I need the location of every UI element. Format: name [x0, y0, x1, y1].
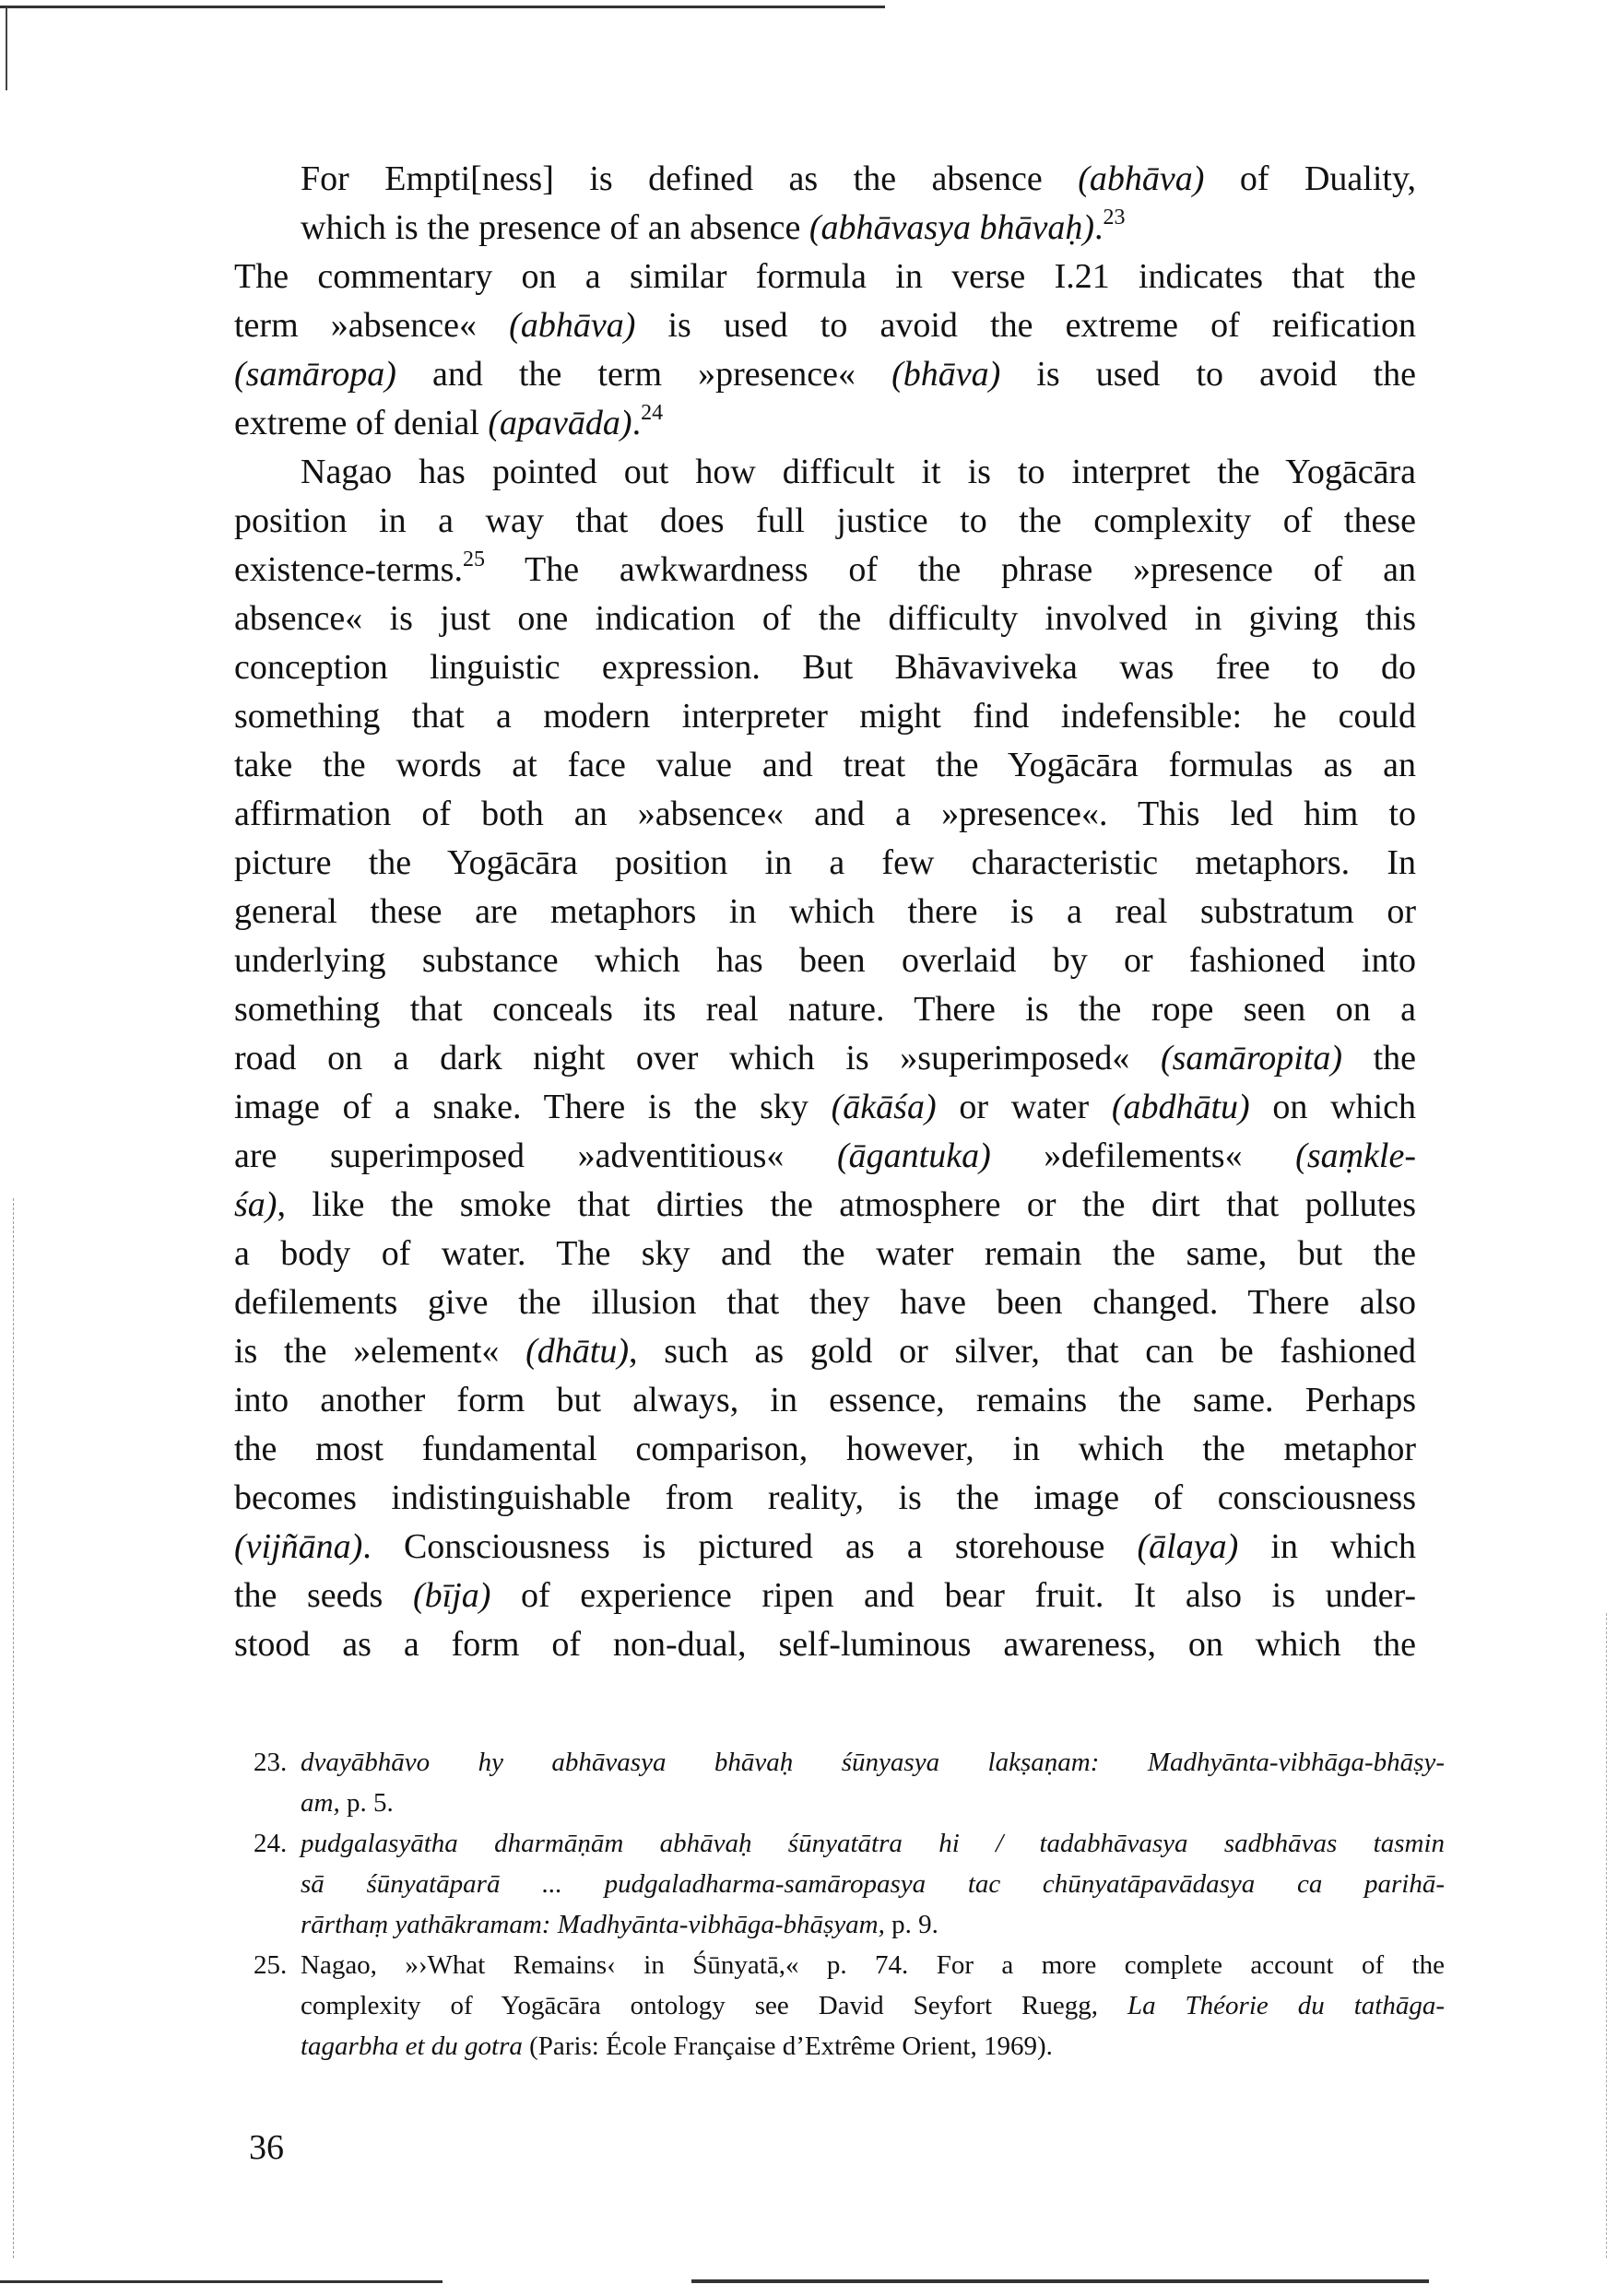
italic-term: (abhāva) — [1078, 159, 1205, 198]
text-run: or water — [936, 1088, 1112, 1126]
text-run: affirmation of both an »absence« and a »presence«. This led him to — [234, 795, 1416, 833]
text-run: term »absence« — [234, 306, 510, 345]
text-run: general these are metaphors in which there is a real substratum or — [234, 892, 1416, 931]
text-run: the most fundamental comparison, however, in which the metaphor — [234, 1430, 1416, 1468]
text-run: in which — [1238, 1527, 1416, 1566]
italic-term: (bīja) — [412, 1576, 491, 1615]
text-run: The awkwardness of the phrase »presence of an — [484, 550, 1416, 589]
italic-term: (dhātu) — [525, 1332, 629, 1371]
text-run: underlying substance which has been overlaid by or fashioned into — [234, 941, 1416, 980]
text-run: . Consciousness is pictured as a storehouse — [362, 1527, 1138, 1566]
scan-edge-left-dashed — [13, 1198, 15, 2258]
text-run: is used to avoid the extreme of reification — [635, 306, 1416, 345]
footnote-number: 24. — [254, 1829, 288, 1858]
text-run: complexity of Yogācāra ontology see David Seyfort Ruegg, — [301, 1991, 1127, 2020]
text-line — [234, 741, 1416, 790]
italic-term: dvayābhāvo hy abhāvasya bhāvaḥ śūnyasya lakṣaṇam: Madhyānta-vibhāga-bhāṣy- — [301, 1748, 1445, 1777]
text-line — [234, 1181, 1416, 1230]
italic-term: (abhāva) — [509, 306, 636, 345]
text-run: p. 9. — [884, 1910, 938, 1939]
italic-term: (apavāda) — [488, 404, 632, 442]
scan-edge-left — [6, 7, 7, 90]
text-run: take the words at face value and treat the Yogācāra formulas as an — [234, 746, 1416, 784]
text-run: and the term »presence« — [395, 355, 892, 394]
scan-edge-right-dashed — [1606, 1613, 1608, 2258]
italic-term: am, — [301, 1788, 340, 1818]
footnote-line — [254, 1904, 1445, 1945]
text-run: road on a dark night over which is »superimposed« — [234, 1039, 1161, 1077]
italic-term: sā śūnyatāparā ... pudgaladharma-samāropasya tac chūnyatāpavādasya ca parihā- — [301, 1869, 1445, 1899]
footnotes — [254, 1742, 1445, 2066]
text-line — [234, 1034, 1416, 1083]
italic-term: (ākāśa) — [831, 1088, 937, 1126]
footnote-line — [254, 1783, 1445, 1823]
text-line — [234, 1083, 1416, 1132]
text-line — [234, 253, 1416, 301]
text-run: the — [1342, 1039, 1416, 1077]
text-line — [234, 1376, 1416, 1425]
text-run: »defilements« — [990, 1136, 1296, 1175]
text-line — [234, 839, 1416, 888]
text-run: of experience ripen and bear fruit. It also is under- — [490, 1576, 1417, 1615]
italic-term: La Théorie du tathāga- — [1127, 1991, 1445, 2020]
text-run: position in a way that does full justice to the complexity of these — [234, 501, 1416, 540]
text-line — [234, 790, 1416, 839]
footnote-line — [254, 1823, 1445, 1864]
footnote-line — [254, 1864, 1445, 1904]
text-line — [234, 204, 1416, 253]
italic-term: (ālaya) — [1137, 1527, 1239, 1566]
italic-term: (abdhātu) — [1111, 1088, 1250, 1126]
text-run: (Paris: École Française d’Extrême Orient, 1969). — [522, 2031, 1053, 2061]
text-run: . — [631, 404, 642, 442]
text-line — [234, 1278, 1416, 1327]
text-line — [234, 692, 1416, 741]
footnote-ref: 24 — [641, 401, 664, 425]
text-run: which is the presence of an absence — [301, 208, 809, 247]
text-line — [234, 1132, 1416, 1181]
text-run: is used to avoid the — [1000, 355, 1416, 394]
text-run: a body of water. The sky and the water remain the same, but the — [234, 1234, 1416, 1273]
text-run: stood as a form of non-dual, self-luminous awareness, on which the — [234, 1625, 1416, 1664]
text-run: picture the Yogācāra position in a few characteristic metaphors. In — [234, 843, 1416, 882]
text-run: Nagao, »›What Remains‹ in Śūnyatā,« p. 74. For a more complete account of the — [301, 1950, 1445, 1980]
text-line — [234, 1572, 1416, 1620]
text-line — [234, 1230, 1416, 1278]
text-line — [234, 888, 1416, 936]
scan-edge-bottom-left — [0, 2280, 443, 2283]
italic-term: (abhāvasya bhāvaḥ) — [808, 208, 1095, 247]
text-run: becomes indistinguishable from reality, is the image of consciousness — [234, 1478, 1416, 1517]
text-run: image of a snake. There is the sky — [234, 1088, 832, 1126]
text-line — [234, 936, 1416, 985]
text-line — [234, 399, 1416, 448]
footnote-line — [254, 1985, 1445, 2026]
footnote-ref: 23 — [1103, 206, 1126, 230]
footnote-line — [254, 1945, 1445, 1985]
text-line — [234, 1523, 1416, 1572]
text-line — [234, 546, 1416, 595]
text-run: something that conceals its real nature. There is the rope seen on a — [234, 990, 1416, 1029]
text-run: p. 5. — [339, 1788, 394, 1818]
italic-term: śa) — [234, 1185, 277, 1224]
text-run: , like the smoke that dirties the atmosphere or the dirt that pollutes — [277, 1185, 1416, 1224]
text-run: defilements give the illusion that they have been changed. There also — [234, 1283, 1416, 1322]
text-line — [234, 1425, 1416, 1474]
page-number: 36 — [249, 2128, 284, 2167]
text-run: The commentary on a similar formula in verse I.21 indicates that the — [234, 257, 1416, 296]
italic-term: rārthaṃ yathākramam: Madhyānta-vibhāga-bhāṣyam, — [301, 1910, 885, 1939]
footnote-line — [254, 2026, 1445, 2066]
text-run: absence« is just one indication of the difficulty involved in giving this — [234, 599, 1416, 638]
text-run: existence-terms. — [234, 550, 463, 589]
text-line — [234, 1620, 1416, 1669]
text-run: on which — [1249, 1088, 1417, 1126]
text-line — [234, 350, 1416, 399]
text-line — [234, 497, 1416, 546]
text-line — [234, 985, 1416, 1034]
text-line — [234, 448, 1416, 497]
italic-term: (samāropita) — [1160, 1039, 1342, 1077]
text-line — [234, 301, 1416, 350]
footnote-line — [254, 1742, 1445, 1783]
text-run: conception linguistic expression. But Bhāvaviveka was free to do — [234, 648, 1416, 687]
scan-edge-top — [0, 6, 885, 8]
text-run: is the »element« — [234, 1332, 526, 1371]
italic-term: (saṃkle- — [1295, 1136, 1417, 1175]
footnote-ref: 25 — [462, 548, 485, 571]
footnote-number: 23. — [254, 1748, 288, 1777]
italic-term: pudgalasyātha dharmāṇām abhāvaḥ śūnyatātra hi / tadabhāvasya sadbhāvas tasmin — [301, 1829, 1445, 1858]
text-line — [234, 1327, 1416, 1376]
scan-edge-bottom-right — [691, 2279, 1429, 2283]
italic-term: (āgantuka) — [836, 1136, 991, 1175]
text-run: . — [1094, 208, 1104, 247]
text-run: the seeds — [234, 1576, 413, 1615]
italic-term: (bhāva) — [891, 355, 1001, 394]
italic-term: tagarbha et du gotra — [301, 2031, 523, 2061]
text-run: are superimposed »adventitious« — [234, 1136, 837, 1175]
text-run: of Duality, — [1204, 159, 1416, 198]
text-line — [234, 155, 1416, 204]
text-line — [234, 595, 1416, 643]
text-run: Nagao has pointed out how difficult it is to interpret the Yogācāra — [301, 453, 1416, 491]
text-run: For Empti[ness] is defined as the absence — [301, 159, 1079, 198]
text-line — [234, 643, 1416, 692]
body-text — [234, 155, 1416, 1669]
italic-term: (samāropa) — [234, 355, 396, 394]
text-line — [234, 1474, 1416, 1523]
footnote-number: 25. — [254, 1950, 288, 1980]
text-run: , such as gold or silver, that can be fashioned — [629, 1332, 1416, 1371]
text-run: extreme of denial — [234, 404, 489, 442]
italic-term: (vijñāna) — [234, 1527, 363, 1566]
text-run: into another form but always, in essence, remains the same. Perhaps — [234, 1381, 1416, 1419]
text-run: something that a modern interpreter might find indefensible: he could — [234, 697, 1416, 736]
